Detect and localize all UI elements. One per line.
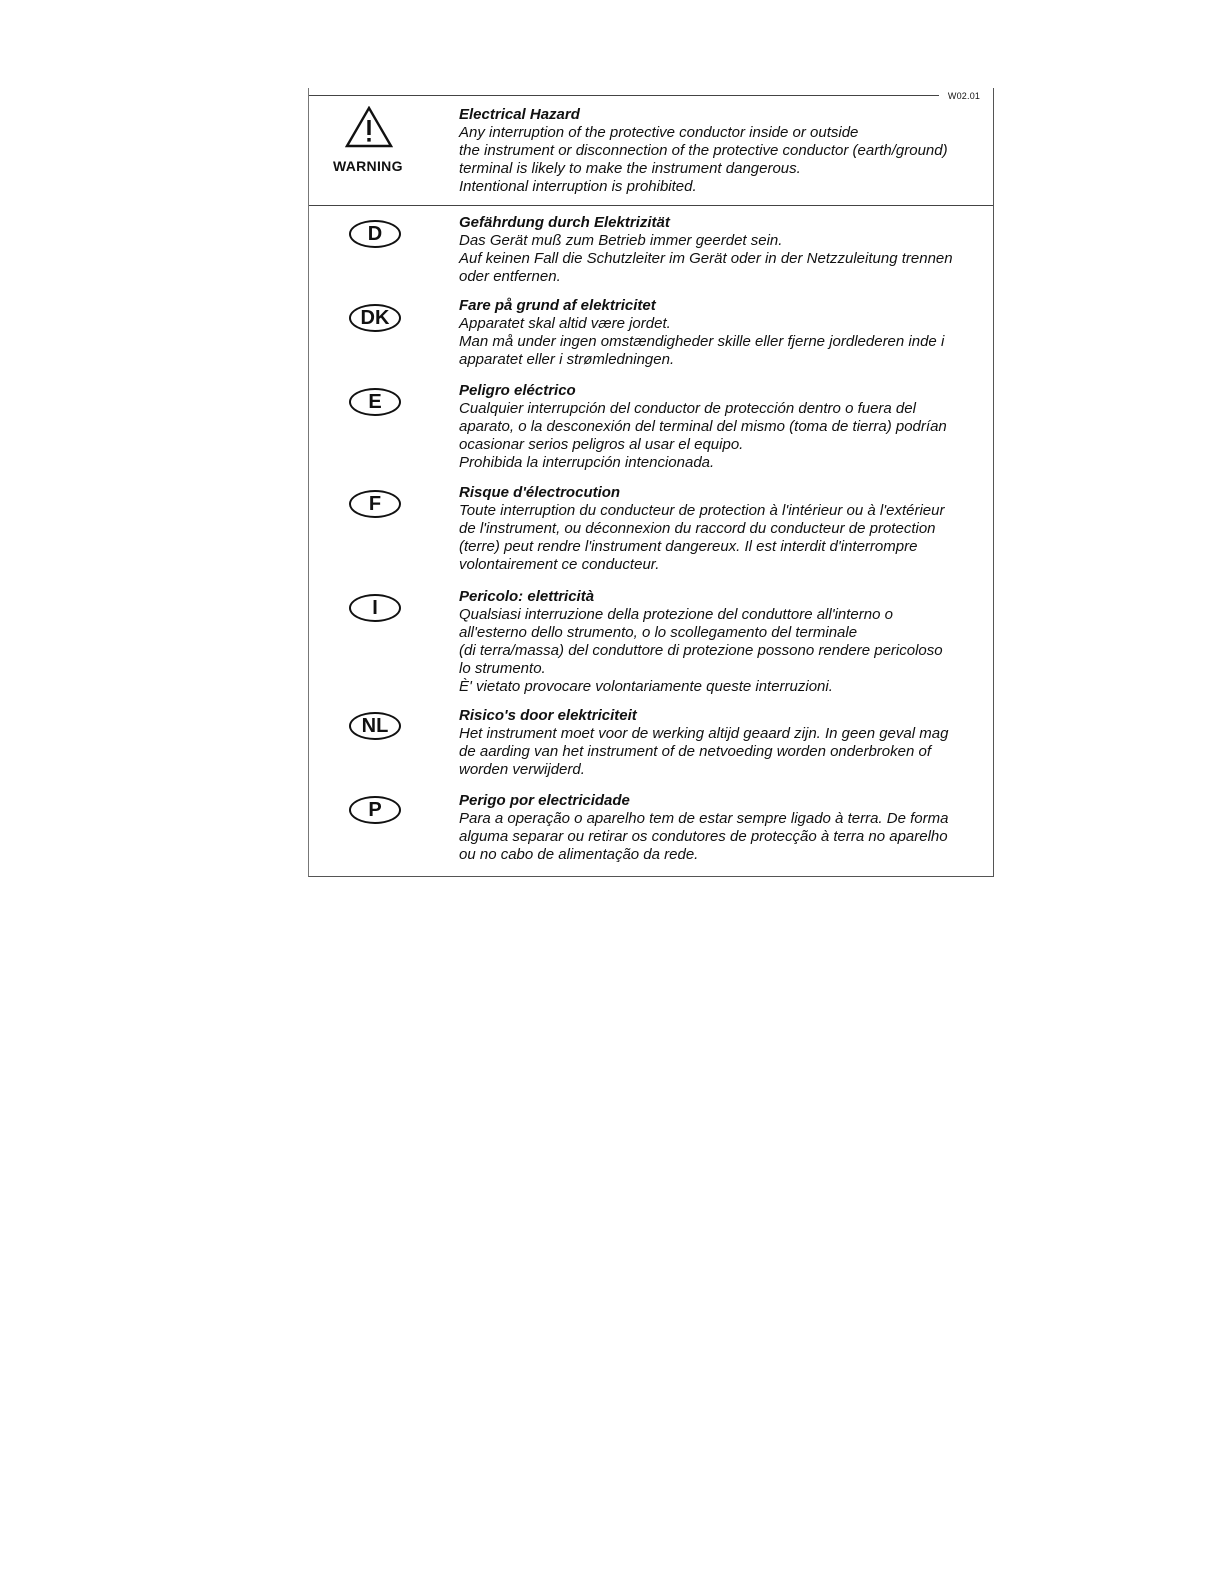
warning-section-p — [459, 792, 987, 864]
section-line: Cualquier interrupción del conductor de protección dentro o fuera del — [459, 400, 916, 417]
section-line: terminal is likely to make the instrument dangerous. — [459, 160, 801, 177]
language-badge-dk: DK — [349, 304, 401, 332]
section-line: all'esterno dello strumento, o lo scollegamento del terminale — [459, 624, 858, 641]
language-badge-p: P — [349, 796, 401, 824]
section-line: lo strumento. — [459, 660, 546, 677]
section-line: apparatet eller i strømledningen. — [459, 351, 675, 368]
section-line: ocasionar serios peligros al usar el equipo. — [459, 436, 744, 453]
warning-section-dk — [459, 297, 987, 369]
section-line: Any interruption of the protective conductor inside or outside — [459, 124, 859, 141]
section-line: de aarding van het instrument of de netvoeding worden onderbroken of — [459, 743, 931, 760]
section-title: Perigo por electricidade — [459, 792, 630, 809]
language-badge-e: E — [349, 388, 401, 416]
section-line: Intentional interruption is prohibited. — [459, 178, 697, 195]
section-divider — [309, 205, 993, 206]
section-title: Risico's door elektriciteit — [459, 707, 637, 724]
document-code: W02.01 — [947, 91, 981, 101]
section-title: Peligro eléctrico — [459, 382, 576, 399]
section-line: Apparatet skal altid være jordet. — [459, 315, 671, 332]
section-line: (di terra/massa) del conduttore di protezione possono rendere pericoloso — [459, 642, 943, 659]
warning-section-f — [459, 484, 987, 574]
language-badge-d: D — [349, 220, 401, 248]
section-line: oder entfernen. — [459, 268, 561, 285]
warning-section-i — [459, 588, 987, 696]
section-line: (terre) peut rendre l'instrument dangereux. Il est interdit d'interrompre — [459, 538, 918, 555]
section-title: Gefährdung durch Elektrizität — [459, 214, 670, 231]
section-title: Risque d'électrocution — [459, 484, 621, 501]
section-line: Prohibida la interrupción intencionada. — [459, 454, 715, 471]
section-line: de l'instrument, ou déconnexion du raccord du conducteur de protection — [459, 520, 936, 537]
section-line: worden verwijderd. — [459, 761, 585, 778]
section-title: Electrical Hazard — [459, 106, 580, 123]
section-line: ou no cabo de alimentação da rede. — [459, 846, 699, 863]
section-line: È' vietato provocare volontariamente queste interruzioni. — [459, 678, 833, 695]
section-line: Para a operação o aparelho tem de estar sempre ligado à terra. De forma — [459, 810, 949, 827]
section-line: volontairement ce conducteur. — [459, 556, 660, 573]
warning-sheet — [308, 88, 994, 877]
section-line: Man må under ingen omstændigheder skille eller fjerne jordlederen inde i — [459, 333, 945, 350]
warning-section-nl — [459, 707, 987, 779]
warning-label: WARNING — [333, 158, 403, 174]
section-title: Pericolo: elettricità — [459, 588, 595, 605]
section-line: Het instrument moet voor de werking altijd geaard zijn. In geen geval mag — [459, 725, 949, 742]
section-line: Auf keinen Fall die Schutzleiter im Gerät oder in der Netzzuleitung trennen — [459, 250, 953, 267]
section-line: Toute interruption du conducteur de protection à l'intérieur ou à l'extérieur — [459, 502, 945, 519]
language-badge-f: F — [349, 490, 401, 518]
top-rule — [309, 95, 939, 96]
warning-section-en — [459, 106, 987, 196]
language-badge-i: I — [349, 594, 401, 622]
section-line: Qualsiasi interruzione della protezione del conduttore all'interno o — [459, 606, 893, 623]
section-line: the instrument or disconnection of the protective conductor (earth/ground) — [459, 142, 948, 159]
section-line: alguma separar ou retirar os condutores de protecção à terra no aparelho — [459, 828, 948, 845]
section-line: aparato, o la desconexión del terminal del mismo (toma de tierra) podrían — [459, 418, 947, 435]
section-line: Das Gerät muß zum Betrieb immer geerdet sein. — [459, 232, 783, 249]
warning-triangle-icon — [345, 106, 393, 148]
warning-section-e — [459, 382, 987, 472]
language-badge-nl: NL — [349, 712, 401, 740]
section-title: Fare på grund af elektricitet — [459, 297, 656, 314]
warning-section-d — [459, 214, 987, 286]
